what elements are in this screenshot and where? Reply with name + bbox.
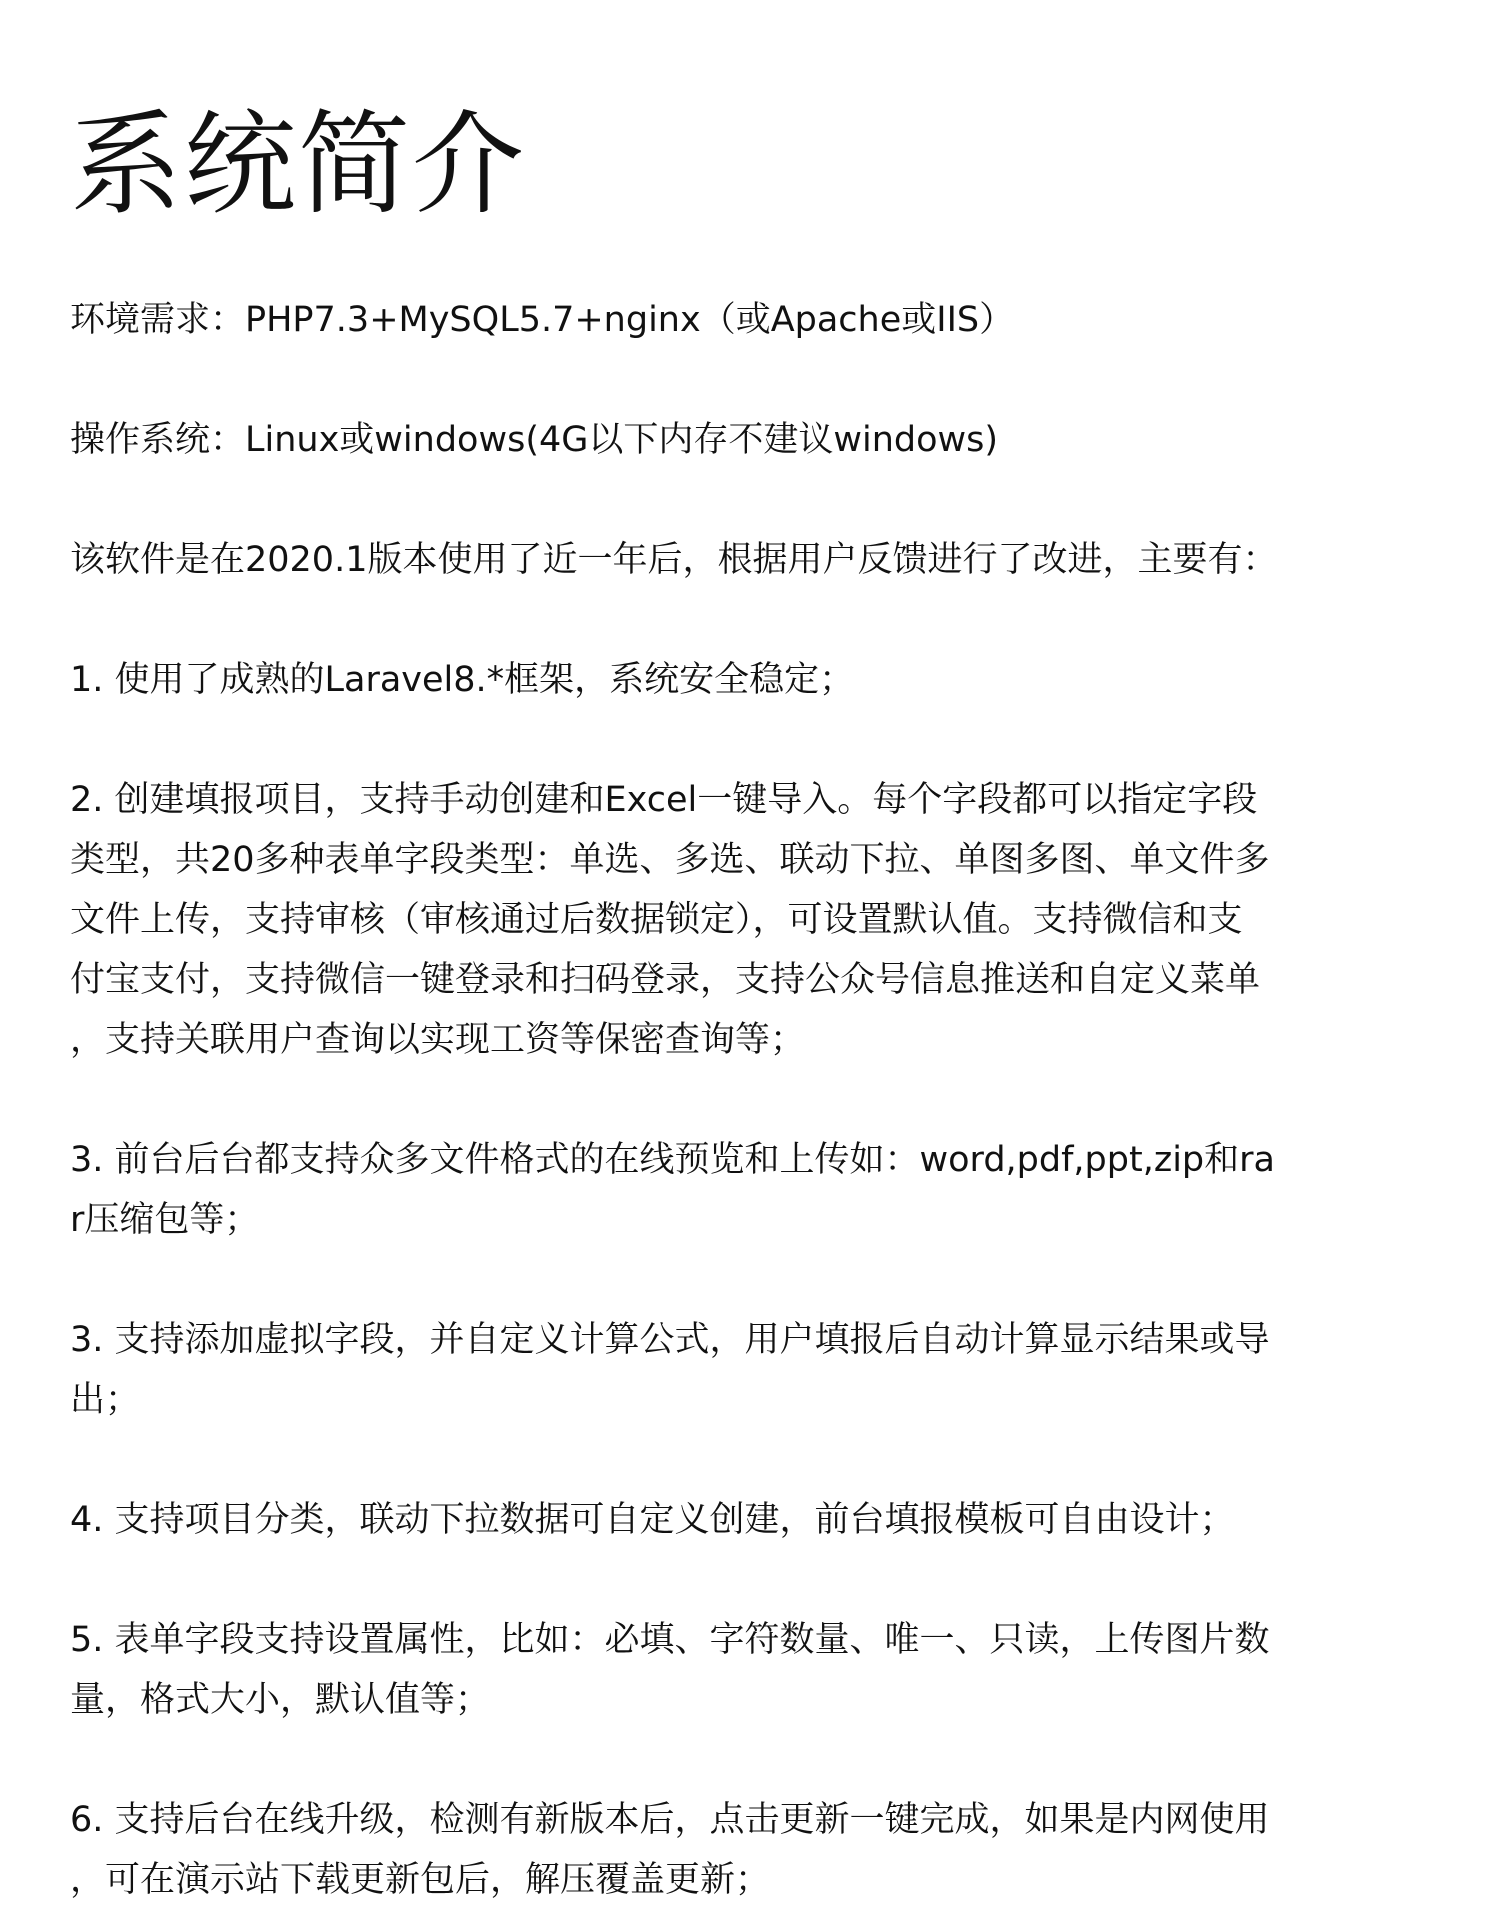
text-line: 该软件是在2020.1版本使用了近一年后，根据用户反馈进行了改进，主要有： (70, 540, 1278, 580)
feature-item-4 (70, 1490, 1465, 1550)
env-requirements (70, 290, 1465, 350)
text-line: 出； (70, 1380, 141, 1420)
page-title: 系统简介 (70, 100, 526, 230)
feature-item-6 (70, 1790, 1465, 1910)
text-line: 2. 创建填报项目，支持手动创建和Excel一键导入。每个字段都可以指定字段 (70, 780, 1258, 820)
feature-item-3b (70, 1310, 1465, 1430)
text-line: 4. 支持项目分类，联动下拉数据可自定义创建，前台填报模板可自由设计； (70, 1500, 1235, 1540)
text-line: 操作系统：Linux或windows(4G以下内存不建议windows) (70, 420, 999, 460)
text-line: 6. 支持后台在线升级，检测有新版本后，点击更新一键完成，如果是内网使用 (70, 1800, 1270, 1840)
feature-item-1 (70, 650, 1465, 710)
text-line: ，支持关联用户查询以实现工资等保密查询等； (70, 1020, 806, 1060)
text-line: 3. 支持添加虚拟字段，并自定义计算公式，用户填报后自动计算显示结果或导 (70, 1320, 1270, 1360)
feature-item-5 (70, 1610, 1465, 1730)
os-requirements (70, 410, 1465, 470)
text-line: 付宝支付，支持微信一键登录和扫码登录，支持公众号信息推送和自定义菜单 (70, 960, 1261, 1000)
text-line: 3. 前台后台都支持众多文件格式的在线预览和上传如：word,pdf,ppt,zip和ra (70, 1140, 1275, 1180)
text-line: ，可在演示站下载更新包后，解压覆盖更新； (70, 1860, 771, 1900)
text-line: 1. 使用了成熟的Laravel8.*框架，系统安全稳定； (70, 660, 855, 700)
text-line: 类型，共20多种表单字段类型：单选、多选、联动下拉、单图多图、单文件多 (70, 840, 1270, 880)
feature-item-3a (70, 1130, 1465, 1250)
text-line: 量，格式大小，默认值等； (70, 1680, 491, 1720)
text-line: 5. 表单字段支持设置属性，比如：必填、字符数量、唯一、只读，上传图片数 (70, 1620, 1270, 1660)
text-line: r压缩包等； (70, 1200, 260, 1240)
text-line: 环境需求：PHP7.3+MySQL5.7+nginx（或Apache或IIS） (70, 300, 1015, 340)
feature-item-2 (70, 770, 1465, 1070)
text-line: 文件上传，支持审核（审核通过后数据锁定），可设置默认值。支持微信和支 (70, 900, 1243, 940)
intro-paragraph (70, 530, 1465, 590)
